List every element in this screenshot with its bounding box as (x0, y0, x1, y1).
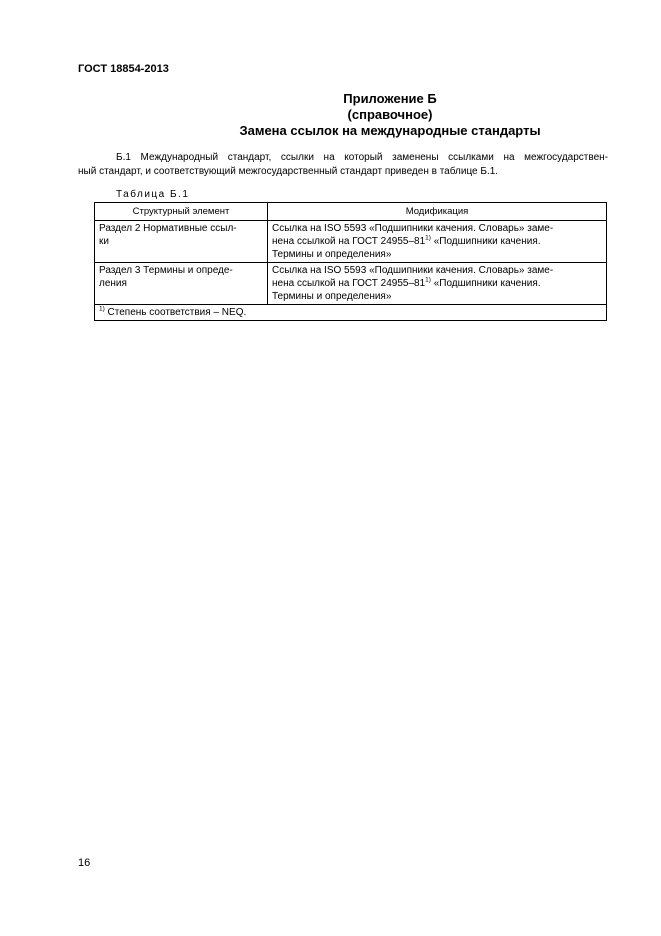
table-caption: Таблица Б.1 (116, 189, 190, 200)
table-footnote (95, 305, 607, 321)
footnote-ref: 1) (425, 234, 431, 242)
cell-mod-text-1: Ссылка на ISO 5593 «Подшипники качения. Словарь» заме- нена ссылкой на ГОСТ 24955–81 (272, 223, 554, 247)
cell-element-text: Раздел 2 Нормативные ссыл- ки (99, 223, 237, 247)
cell-mod-text-2: «Подшипники качения. Термины и определения» (272, 236, 541, 260)
table-footnote-row (95, 305, 607, 321)
appendix-title: Приложение Б (343, 91, 437, 106)
footnote-marker: 1) (99, 305, 105, 313)
reference-table (94, 202, 607, 321)
cell-element (95, 263, 268, 305)
table-row (95, 263, 607, 305)
appendix-type: (справочное) (347, 107, 433, 122)
paragraph-line-1: Б.1 Международный стандарт, ссылки на который заменены ссылками на межгосударствен- (116, 152, 608, 163)
cell-element-text: Раздел 3 Термины и опреде- ления (99, 265, 233, 289)
cell-mod-text-2: «Подшипники качения. Термины и определения» (272, 278, 541, 302)
column-header-modification: Модификация (268, 203, 607, 221)
paragraph-line-2: ный стандарт, и соответствующий межгосударственный стандарт приведен в таблице Б.1. (78, 166, 499, 177)
cell-modification (268, 221, 607, 263)
cell-mod-text-1: Ссылка на ISO 5593 «Подшипники качения. Словарь» заме- нена ссылкой на ГОСТ 24955–81 (272, 265, 554, 289)
footnote-text: Степень соответствия – NEQ. (104, 307, 247, 318)
intro-paragraph (78, 151, 608, 179)
appendix-subtitle: Замена ссылок на международные стандарты (239, 123, 541, 138)
footnote-ref: 1) (425, 276, 431, 284)
table-row (95, 221, 607, 263)
cell-element (95, 221, 268, 263)
page-number: 16 (78, 857, 91, 869)
column-header-element: Структурный элемент (95, 203, 268, 221)
cell-modification (268, 263, 607, 305)
document-id: ГОСТ 18854-2013 (78, 63, 169, 75)
table-header-row (95, 203, 607, 221)
